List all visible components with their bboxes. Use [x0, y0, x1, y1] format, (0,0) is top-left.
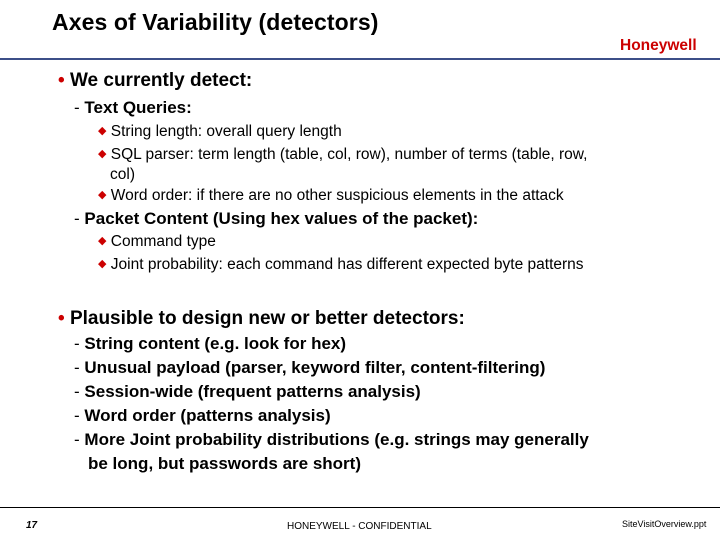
dash-icon: - [74, 406, 80, 425]
footer-rule [0, 507, 720, 508]
list-item-text: Session-wide (frequent patterns analysis) [84, 382, 421, 401]
page-title: Axes of Variability (detectors) [52, 9, 379, 35]
list-item [98, 233, 216, 251]
subsection-heading-text: Packet Content (Using hex values of the packet): [84, 209, 479, 228]
diamond-bullet-icon: ◆ [98, 148, 107, 160]
list-item [74, 406, 331, 426]
list-item-text: Joint probability: each command has different expected byte patterns [110, 256, 584, 273]
list-item-text: be long, but passwords are short) [88, 454, 361, 473]
list-item [98, 256, 584, 274]
subsection-text-queries [74, 98, 192, 118]
section-heading-text: Plausible to design new or better detectors: [69, 308, 465, 329]
dash-icon: - [74, 209, 80, 228]
list-item-continuation [110, 166, 135, 184]
diamond-bullet-icon: ◆ [98, 189, 107, 201]
bullet-icon: • [58, 308, 65, 329]
list-item [74, 382, 421, 402]
file-name: SiteVisitOverview.ppt [622, 519, 707, 529]
list-item [74, 334, 346, 354]
diamond-bullet-icon: ◆ [98, 235, 107, 247]
subsection-packet-content [74, 209, 478, 229]
list-item-text: Word order: if there are no other suspicious elements in the attack [110, 187, 564, 204]
list-item [74, 358, 545, 378]
diamond-bullet-icon: ◆ [98, 258, 107, 270]
confidential-label: HONEYWELL - CONFIDENTIAL [287, 521, 432, 532]
dash-icon: - [74, 430, 80, 449]
subsection-heading-text: Text Queries: [84, 98, 192, 117]
list-item [98, 146, 587, 164]
section-1-heading [58, 70, 252, 92]
list-item-text: More Joint probability distributions (e.g. strings may generally [84, 430, 589, 449]
list-item-text: SQL parser: term length (table, col, row), number of terms (table, row, [110, 146, 588, 163]
section-heading-text: We currently detect: [69, 70, 253, 91]
list-item-text: Word order (patterns analysis) [84, 406, 331, 425]
section-2-heading [58, 308, 465, 330]
header-rule [0, 58, 720, 60]
dash-icon: - [74, 334, 80, 353]
list-item-text: col) [110, 166, 135, 183]
page-number: 17 [26, 520, 38, 531]
bullet-icon: • [58, 70, 65, 91]
list-item-continuation [88, 454, 361, 474]
honeywell-logo: Honeywell [620, 37, 697, 54]
list-item-text: Unusual payload (parser, keyword filter, content-filtering) [84, 358, 546, 377]
dash-icon: - [74, 358, 80, 377]
list-item-text: String content (e.g. look for hex) [84, 334, 347, 353]
list-item [98, 123, 342, 141]
dash-icon: - [74, 98, 80, 117]
list-item-text: String length: overall query length [110, 123, 342, 140]
dash-icon: - [74, 382, 80, 401]
list-item [98, 187, 564, 205]
list-item [74, 430, 589, 450]
diamond-bullet-icon: ◆ [98, 125, 107, 137]
list-item-text: Command type [110, 233, 216, 250]
